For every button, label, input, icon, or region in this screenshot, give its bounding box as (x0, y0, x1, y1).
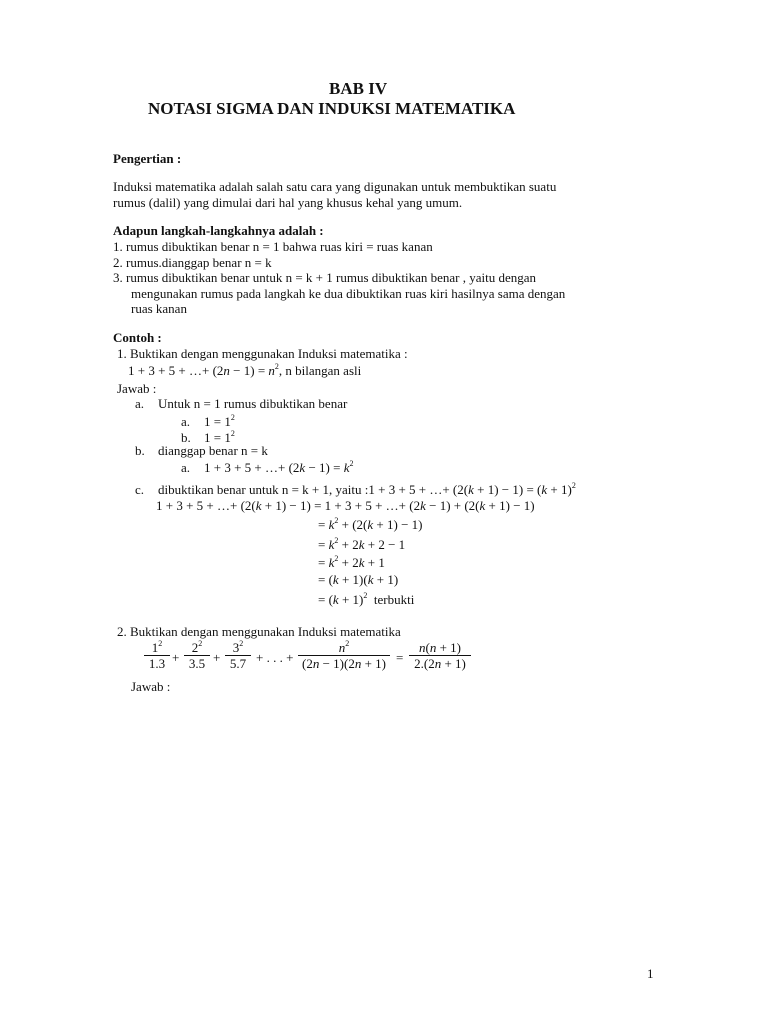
step-a-a-label: a. (181, 414, 191, 429)
langkah-step-3: 3. rumus dibuktikan benar untuk n = k + 1 rumus dibuktikan benar , yaitu dengan (113, 270, 537, 285)
pengertian-heading: Pengertian : (113, 151, 182, 166)
fraction-1: $\frac{1^2}{1.3}$ (144, 640, 170, 671)
step-b-text: dianggap benar n = k (158, 443, 268, 458)
langkah-step-1: 1. rumus dibuktikan benar n = 1 bahwa ruas kiri = ruas kanan (113, 239, 433, 254)
pengertian-line-1: Induksi matematika adalah salah satu cara yang digunakan untuk membuktikan suatu (113, 179, 557, 194)
fraction-general-term: $\frac{n^2}{(2n - 1)(2n + 1)}$ (298, 640, 390, 671)
step-a-label: a. (135, 396, 145, 411)
fraction-2: $\frac{2^2}{3.5}$ (184, 640, 210, 671)
step-a-b-label: b. (181, 430, 191, 445)
langkah-step-3-cont: mengunakan rumus pada langkah ke dua dibuktikan ruas kiri hasilnya sama dengan (131, 286, 566, 301)
plus-sign: + (172, 650, 180, 665)
langkah-step-3-end: ruas kanan (131, 301, 187, 316)
formula-q1-suffix: , n bilangan asli (278, 363, 362, 378)
step-b-label: b. (135, 443, 145, 458)
formula-b-a: 1 + 3 + 5 + …+ $(2k - 1) = k^2$ (204, 459, 354, 475)
formula-a-b: $1 = 1^2$ (204, 429, 235, 445)
pengertian-line-2: rumus (dalil) yang dimulai dari hal yang khusus kehal yang umum. (113, 195, 463, 210)
question-2: 2. Buktikan dengan menggunakan Induksi matematika (117, 624, 401, 639)
formula-q1: 1 + 3 + 5 + …+ $(2n - 1) = n^2$, n bilangan asli (128, 362, 362, 378)
ellipsis-terms: + . . . + (256, 650, 294, 665)
langkah-step-2: 2. rumus.dianggap benar n = k (113, 255, 272, 270)
chapter-subtitle: NOTASI SIGMA DAN INDUKSI MATEMATIKA (148, 99, 516, 118)
langkah-heading: Adapun langkah-langkahnya adalah : (113, 223, 324, 238)
fraction-result: $\frac{n(n + 1)}{2.(2n + 1)}$ (409, 640, 471, 671)
jawab-2: Jawab : (131, 679, 171, 694)
step-a-text: Untuk n = 1 rumus dibuktikan benar (158, 396, 348, 411)
step-c-label: c. (135, 482, 145, 497)
terbukti-label: terbukti (373, 592, 415, 607)
chapter-title: BAB IV (329, 79, 388, 98)
question-1: 1. Buktikan dengan menggunakan Induksi matematika : (117, 346, 408, 361)
fraction-3: $\frac{3^2}{5.7}$ (225, 640, 251, 671)
formula-c-line-3: = $k^2 + 2k + 2 - 1$ (318, 536, 406, 552)
formula-c-line-1: 1 + 3 + 5 + …+ (2(k + 1) − 1) = 1 + 3 + 5 + …+ (2k − 1) + (2(k + 1) − 1) (156, 498, 535, 513)
formula-c-line-6: = $(k + 1)^2$ terbukti (318, 591, 415, 607)
formula-c-line-2: = $k^2 + (2(k + 1) - 1)$ (318, 516, 423, 532)
step-b-a-label: a. (181, 460, 191, 475)
formula-c-line-4: = $k^2 + 2k + 1$ (318, 554, 385, 570)
contoh-heading: Contoh : (113, 330, 162, 345)
jawab-1: Jawab : (117, 381, 157, 396)
step-c-line (158, 482, 576, 498)
plus-sign: + (213, 650, 221, 665)
equals-sign: = (396, 650, 404, 665)
page-number: 1 (647, 966, 654, 981)
step-c-text: dibuktikan benar untuk n = k + 1, yaitu : (158, 482, 369, 497)
formula-c-line-5: = (k + 1)(k + 1) (318, 572, 399, 587)
formula-a-a: $1 = 1^2$ (204, 413, 235, 429)
formula-c-statement: 1 + 3 + 5 + …+ $(2(k + 1) - 1) = (k + 1)^2$ (368, 481, 576, 497)
